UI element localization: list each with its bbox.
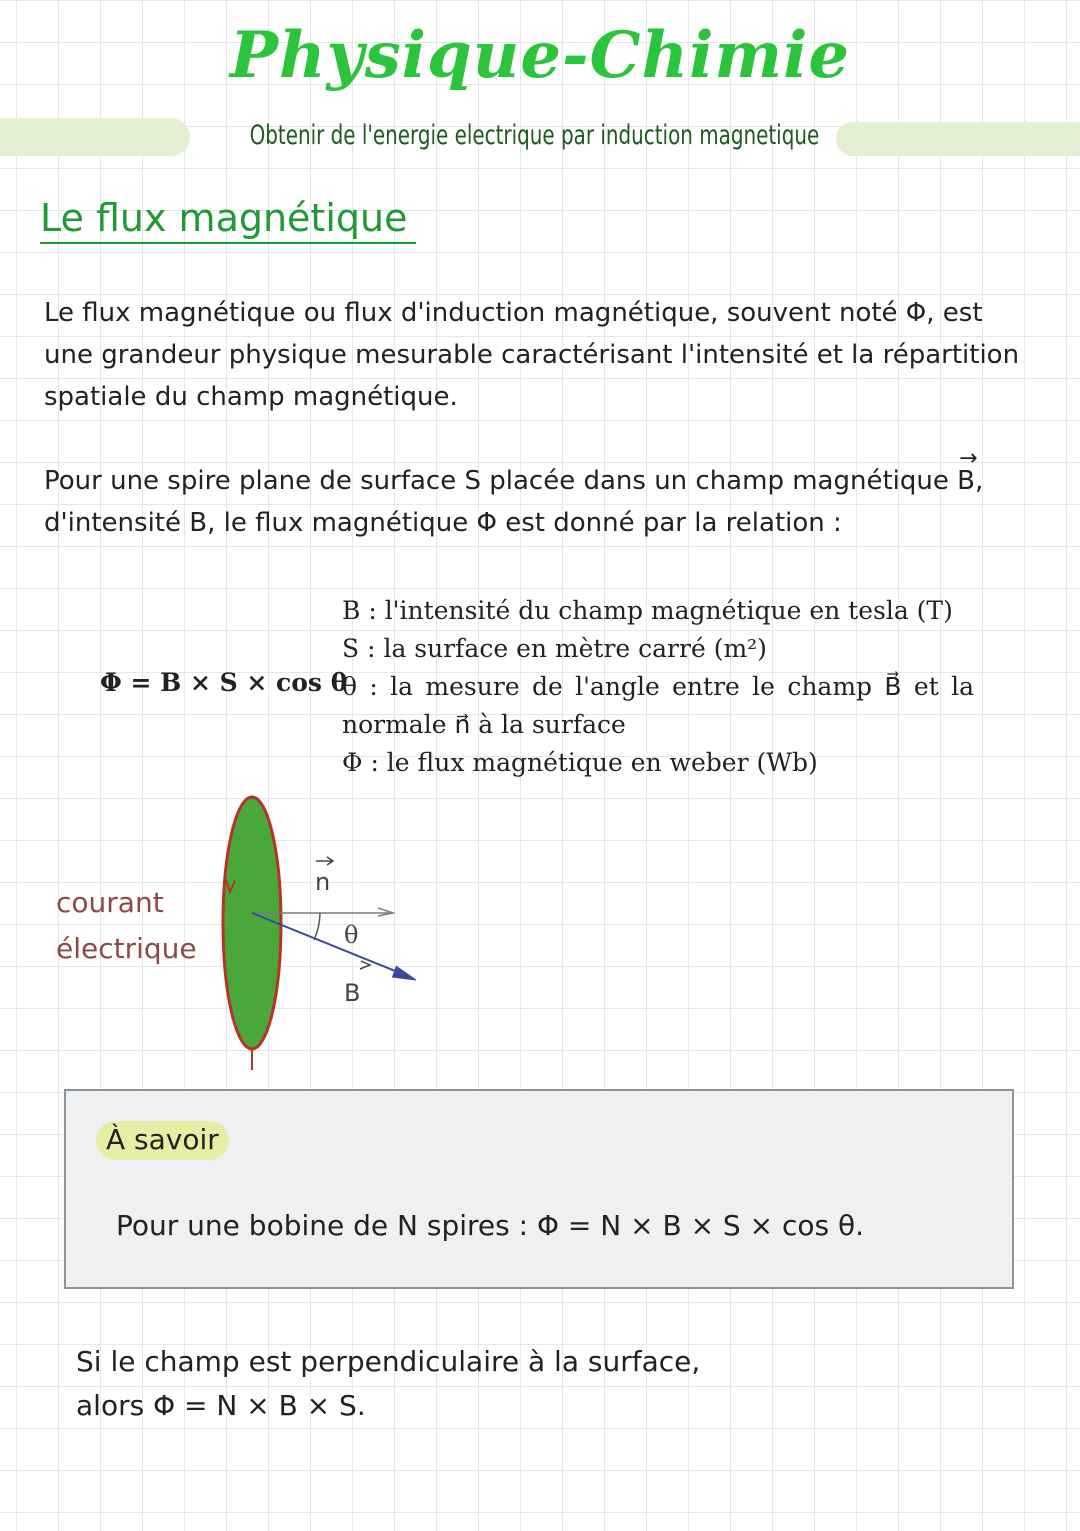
spire-paragraph <box>44 446 1034 544</box>
intro-paragraph: Le flux magnétique ou flux d'induction magnétique, souvent noté Φ, est une grandeur physique mesurable caractérisant l'intensité et la répartition spatiale du champ magnétique. <box>44 298 1020 412</box>
page-title: Physique-Chimie <box>229 18 851 93</box>
spire-disc <box>223 797 281 1049</box>
field-arrow-icon <box>392 966 416 980</box>
normal-label: n <box>315 868 331 896</box>
n-vector-arrow-icon <box>316 857 333 865</box>
definition-s: S : la surface en mètre carré (m²) <box>342 634 767 663</box>
subtitle-band-left <box>0 118 190 156</box>
spire-diagram <box>210 795 440 1075</box>
vector-b: → B, <box>957 460 983 502</box>
definition-theta: θ : la mesure de l'angle entre le champ B⃗ et la normale n⃗ à la surface <box>342 672 974 739</box>
final-note-line-1: Si le champ est perpendiculaire à la surface, <box>76 1345 701 1378</box>
a-savoir-box <box>64 1089 1014 1289</box>
final-note-line-2: alors Φ = N × B × S. <box>76 1389 366 1422</box>
final-note <box>76 1340 700 1428</box>
definition-phi: Φ : le flux magnétique en weber (Wb) <box>342 748 818 777</box>
b-vector-arrow-icon <box>360 961 370 969</box>
normal-arrow-icon <box>378 908 393 916</box>
section-title: Le flux magnétique <box>40 196 416 244</box>
a-savoir-text: Pour une bobine de N spires : Φ = N × B × S × cos θ. <box>116 1209 865 1242</box>
b-label: B <box>344 979 361 1007</box>
current-label: courant électrique <box>56 886 197 965</box>
theta-label: θ <box>344 921 359 949</box>
angle-arc <box>314 913 320 940</box>
a-savoir-tag: À savoir <box>96 1121 229 1160</box>
spire-line-1: Pour une spire plane de surface S placée dans un champ magnétique <box>44 466 949 496</box>
subtitle-band-right <box>836 122 1080 156</box>
formula-definitions <box>342 592 974 782</box>
flux-formula: Φ = B × S × cos θ <box>100 668 348 697</box>
vector-arrow-icon: → <box>959 446 978 471</box>
definition-b: B : l'intensité du champ magnétique en tesla (T) <box>342 596 953 625</box>
spire-line-2: d'intensité B, le flux magnétique Φ est donné par la relation : <box>44 508 842 538</box>
page-subtitle: Obtenir de l'energie electrique par induction magnetique <box>249 120 820 151</box>
